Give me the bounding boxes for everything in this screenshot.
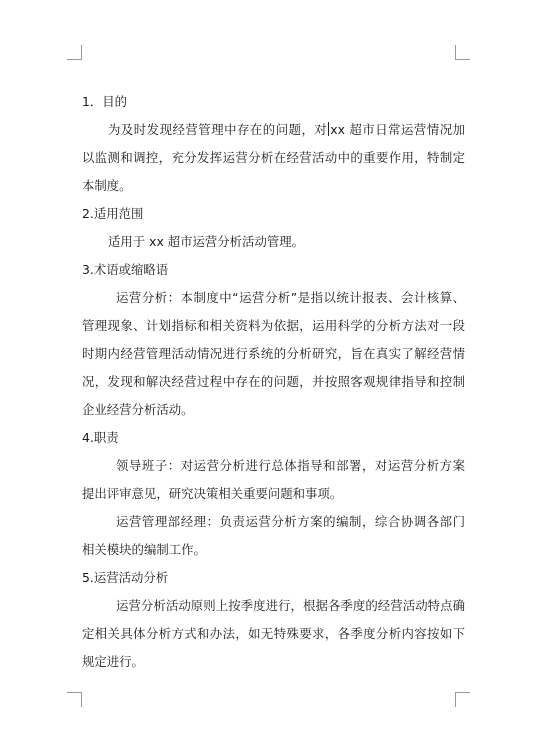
section-heading-terms: 3.术语或缩略语 [82,262,169,277]
paragraph-line: 定相关具体分析方式和办法，如无特殊要求，各季度分析内容按如下 [82,626,465,641]
paragraph-line: 以监测和调控，充分发挥运营分析在经营活动中的重要作用，特制定 [82,150,465,165]
paragraph-line: 相关模块的编制工作。 [82,542,206,557]
paragraph-line: 企业经营分析活动。 [82,402,194,417]
paragraph-line: 为及时发现经营管理中存在的问题，对 xx 超市日常运营情况加 [108,122,465,137]
crop-mark-bottom-right [455,692,470,707]
paragraph-line: 适用于 xx 超市运营分析活动管理。 [108,234,305,249]
paragraph-line: 管理现象、计划指标和相关资料为依据，运用科学的分析方法对一段 [82,318,465,333]
paragraph-line: 运营管理部经理：负责运营分析方案的编制，综合协调各部门 [116,514,465,529]
section-heading-duties: 4.职责 [82,430,119,445]
crop-mark-bottom-left [67,692,82,707]
paragraph-line: 本制度。 [82,178,132,193]
paragraph-line: 规定进行。 [82,654,144,669]
section-heading-analysis: 5.运营活动分析 [82,570,169,585]
paragraph-line: 运营分析：本制度中“运营分析”是指以统计报表、会计核算、 [116,290,465,305]
crop-mark-top-left [67,45,82,60]
section-heading-scope: 2.适用范围 [82,206,144,221]
section-heading-purpose: 1．目的 [82,94,128,109]
paragraph-line: 况，发现和解决经营过程中存在的问题，并按照客观规律指导和控制 [82,374,465,389]
paragraph-line: 运营分析活动原则上按季度进行，根据各季度的经营活动特点确 [116,598,465,613]
crop-mark-top-right [455,45,470,60]
paragraph-line: 提出评审意见，研究决策相关重要问题和事项。 [82,486,343,501]
paragraph-line: 领导班子：对运营分析进行总体指导和部署，对运营分析方案 [116,458,465,473]
paragraph-line: 时期内经营管理活动情况进行系统的分析研究，旨在真实了解经营情 [82,346,465,361]
